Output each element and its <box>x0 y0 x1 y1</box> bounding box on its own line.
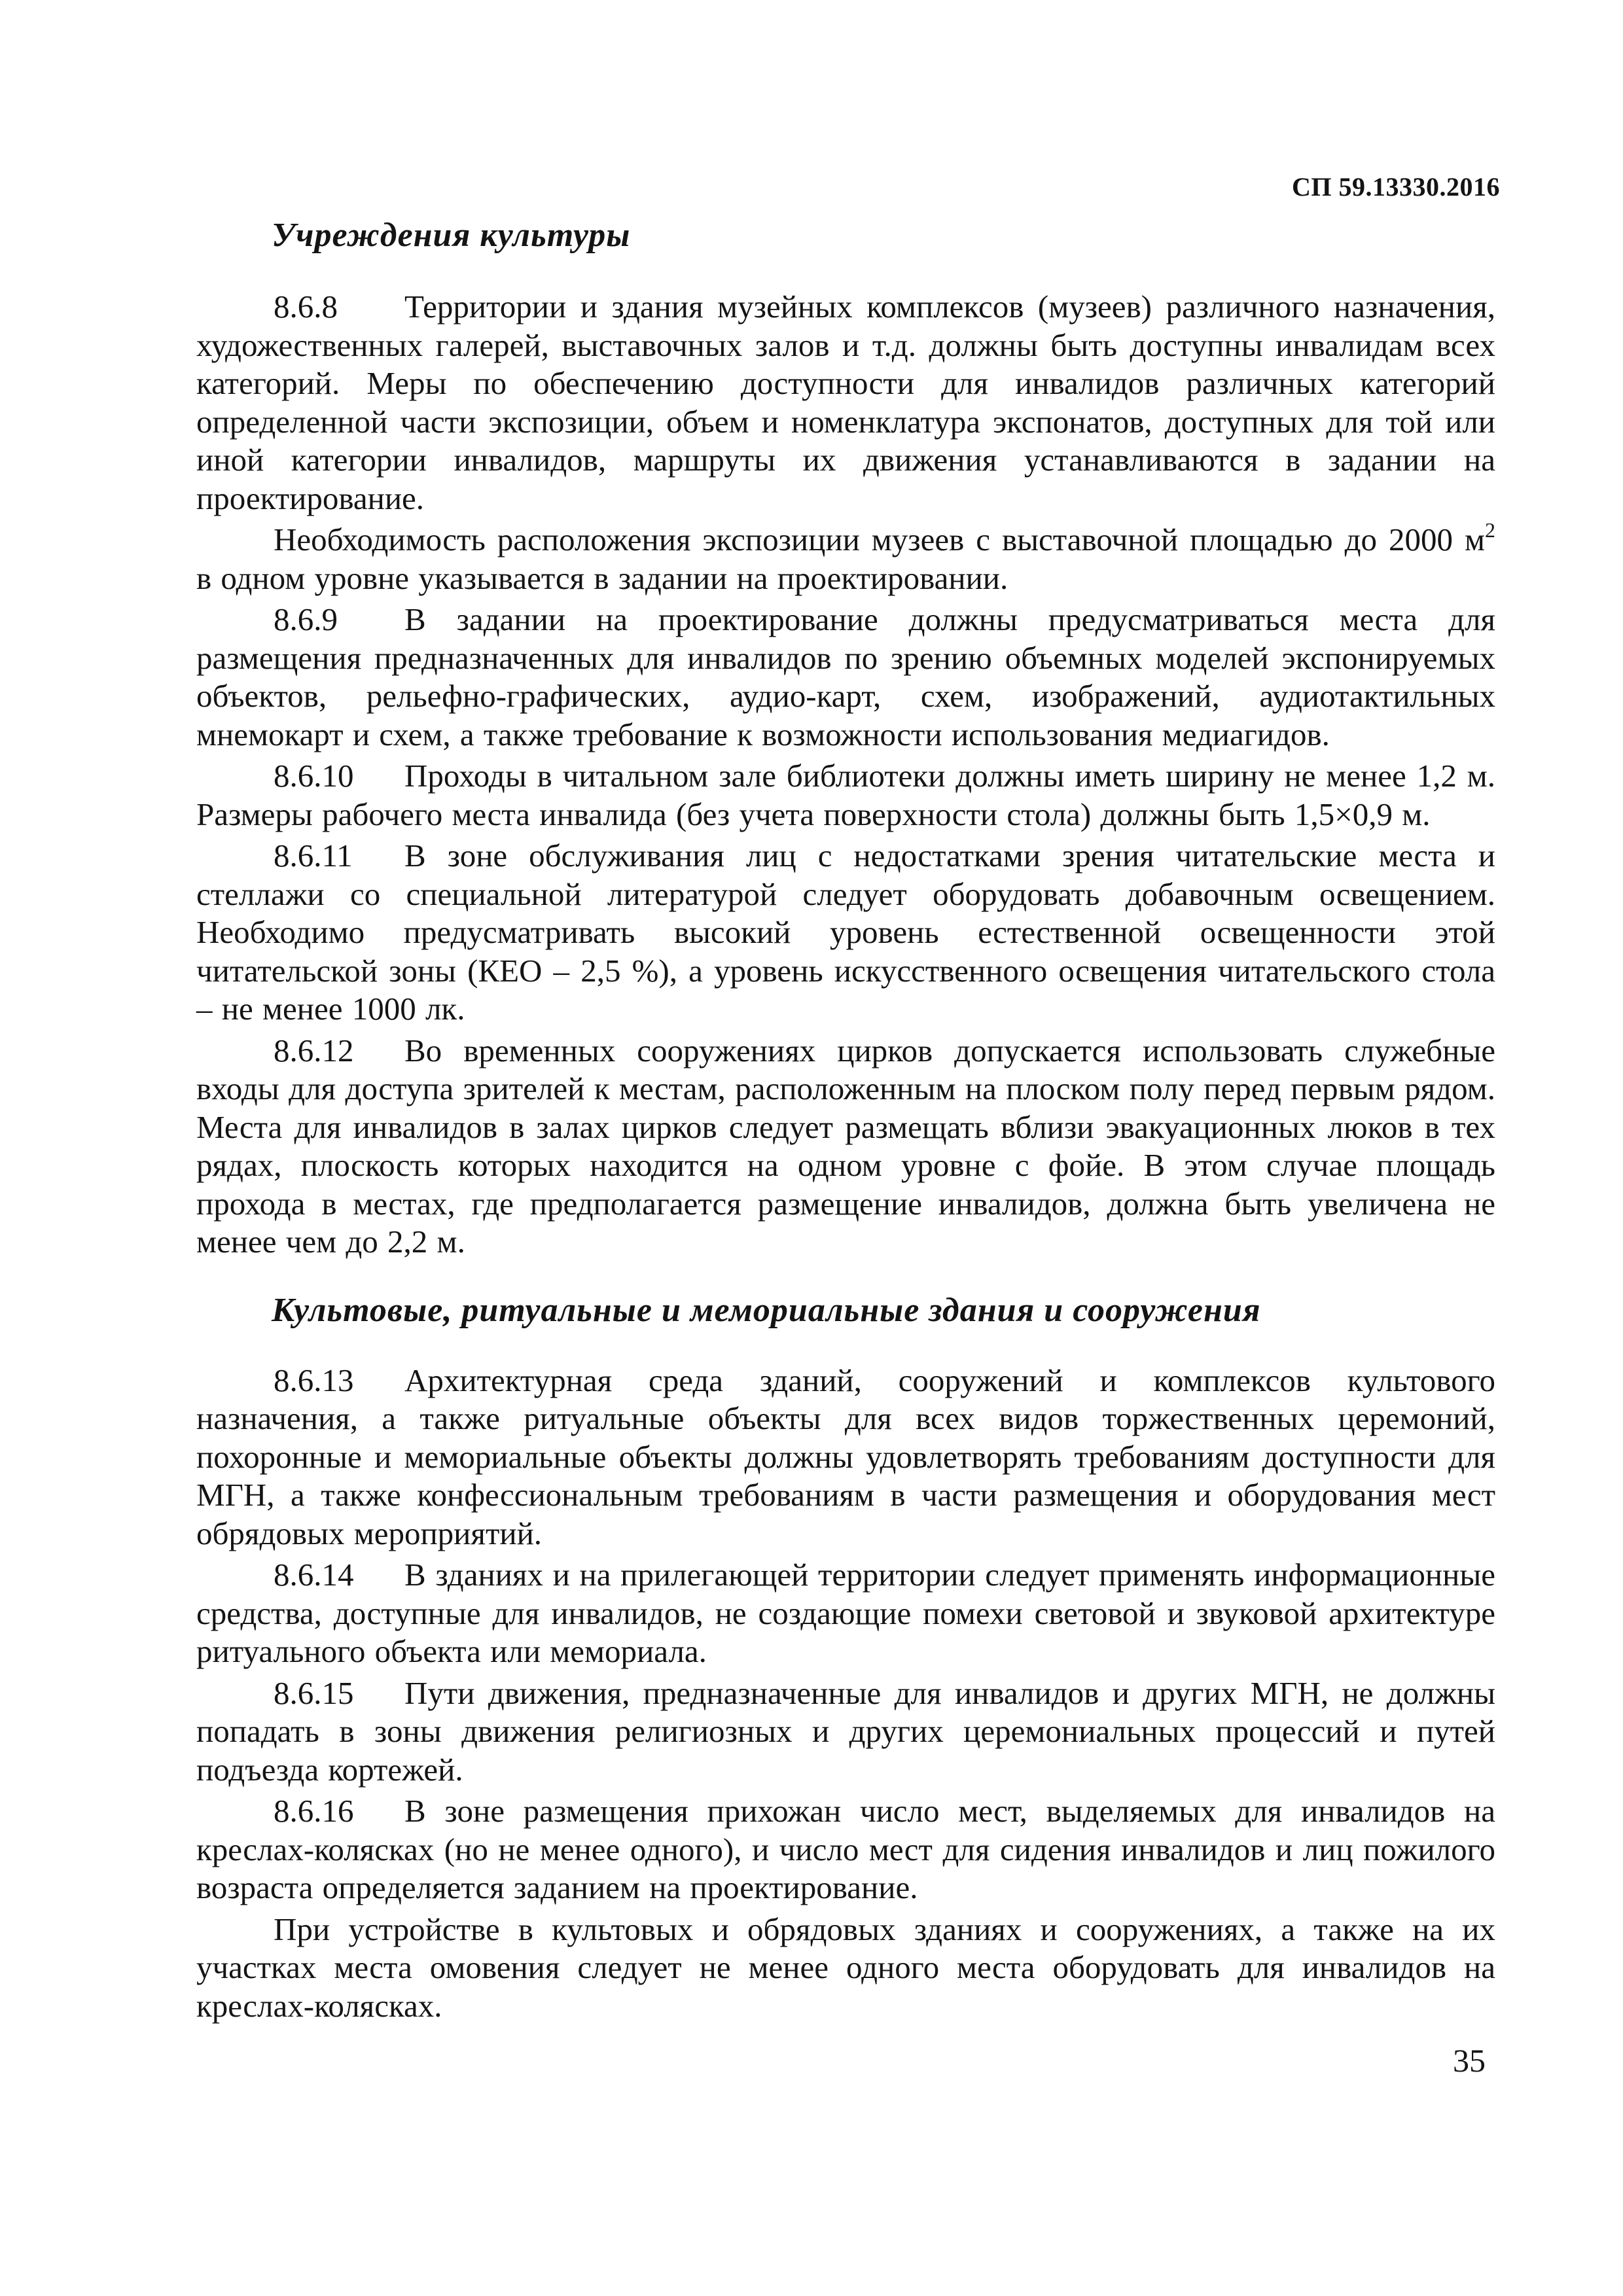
clause-text: В зоне размещения прихожан число мест, выделяемых для инвалидов на креслах-колясках (но не менее одного), и число мест для сидения инвалидов и лиц пожилого возраста определяется заданием на проектирование. <box>196 1793 1495 1905</box>
paragraph-ablution <box>196 1911 1495 2026</box>
clause-text: Территории и здания музейных комплексов (музеев) различного назначения, художественных галерей, выставочных залов и т.д. должны быть доступны инвалидам всех категорий. Меры по обеспечению доступности для инвалидов различных категорий определенной части экспозиции, объем и номенклатура экспонатов, доступных для той или иной категории инвалидов, маршруты их движения устанавливаются в задании на проектирование. <box>196 289 1495 516</box>
section-heading-culture: Учреждения культуры <box>272 217 631 254</box>
document-body <box>196 216 1495 2028</box>
clause-text: Пути движения, предназначенные для инвалидов и других МГН, не должны попадать в зоны движения религиозных и других церемониальных процессий и путей подъезда кортежей. <box>196 1674 1495 1788</box>
paragraph-text: Необходимость расположения экспозиции музеев с выставочной площадью до 2000 м <box>274 521 1485 557</box>
clause-number: 8.6.13 <box>274 1362 354 1398</box>
clause-8-6-13 <box>196 1362 1495 1553</box>
clause-text: В зданиях и на прилегающей территории следует применять информационные средства, доступные для инвалидов, не создающие помехи световой и звуковой архитектуре ритуального объекта или мемориала. <box>196 1557 1495 1669</box>
clause-8-6-10 <box>196 757 1495 834</box>
clause-number: 8.6.14 <box>274 1557 354 1593</box>
paragraph-text: При устройстве в культовых и обрядовых зданиях и сооружениях, а также на их участках места омовения следует не менее одного места оборудовать для инвалидов на креслах-колясках. <box>196 1911 1495 2024</box>
clause-text: В задании на проектирование должны предусматриваться места для размещения предназначенных для инвалидов по зрению объемных моделей экспонируемых объектов, рельефно-графических, аудио-карт, схем, изображений, аудиотактильных мнемокарт и схем, а также требование к возможности использования медиагидов. <box>196 601 1495 752</box>
clause-8-6-16 <box>196 1792 1495 1907</box>
section-heading-religious: Культовые, ритуальные и мемориальные здания и сооружения <box>272 1291 1261 1329</box>
clause-8-6-11 <box>196 837 1495 1029</box>
clause-number: 8.6.16 <box>274 1793 354 1829</box>
clause-number: 8.6.12 <box>274 1032 354 1069</box>
paragraph-exhibition-area <box>196 518 1495 597</box>
clause-number: 8.6.8 <box>274 289 338 325</box>
document-code-header: СП 59.13330.2016 <box>1292 172 1500 202</box>
clause-number: 8.6.10 <box>274 758 354 794</box>
clause-text: Во временных сооружениях цирков допускается использовать служебные входы для доступа зрителей к местам, расположенным на плоском полу перед первым рядом. Места для инвалидов в залах цирков следует размещать вблизи эвакуационных люков в тех рядах, плоскость которых находится на одном уровне с фойе. В этом случае площадь прохода в местах, где предполагается размещение инвалидов, должна быть увеличена не менее чем до 2,2 м. <box>196 1032 1495 1260</box>
clause-number: 8.6.9 <box>274 601 338 637</box>
superscript-2: 2 <box>1485 518 1495 542</box>
clause-8-6-12 <box>196 1032 1495 1262</box>
page-number: 35 <box>1453 2042 1486 2079</box>
clause-8-6-15 <box>196 1674 1495 1790</box>
clause-text: Проходы в читальном зале библиотеки должны иметь ширину не менее 1,2 м. Размеры рабочего места инвалида (без учета поверхности стола) должны быть 1,5×0,9 м. <box>196 758 1495 832</box>
clause-text: Архитектурная среда зданий, сооружений и комплексов культового назначения, а также ритуальные объекты для всех видов торжественных церемоний, похоронные и мемориальные объекты должны удовлетворять требованиям доступности для МГН, а также конфессиональным требованиям в части размещения и оборудования мест обрядовых мероприятий. <box>196 1362 1495 1551</box>
clause-number: 8.6.11 <box>274 838 353 874</box>
clause-8-6-9 <box>196 601 1495 754</box>
clause-8-6-14 <box>196 1556 1495 1671</box>
paragraph-text-continued: в одном уровне указывается в задании на проектировании. <box>196 559 1008 596</box>
clause-number: 8.6.15 <box>274 1674 354 1711</box>
clause-text: В зоне обслуживания лиц с недостатками зрения читательские места и стеллажи со специальной литературой следует оборудовать добавочным освещением. Необходимо предусматривать высокий уровень естественной освещенности этой читательской зоны (КЕО – 2,5 %), а уровень искусственного освещения читательского стола – не менее 1000 лк. <box>196 838 1495 1027</box>
clause-8-6-8 <box>196 288 1495 518</box>
